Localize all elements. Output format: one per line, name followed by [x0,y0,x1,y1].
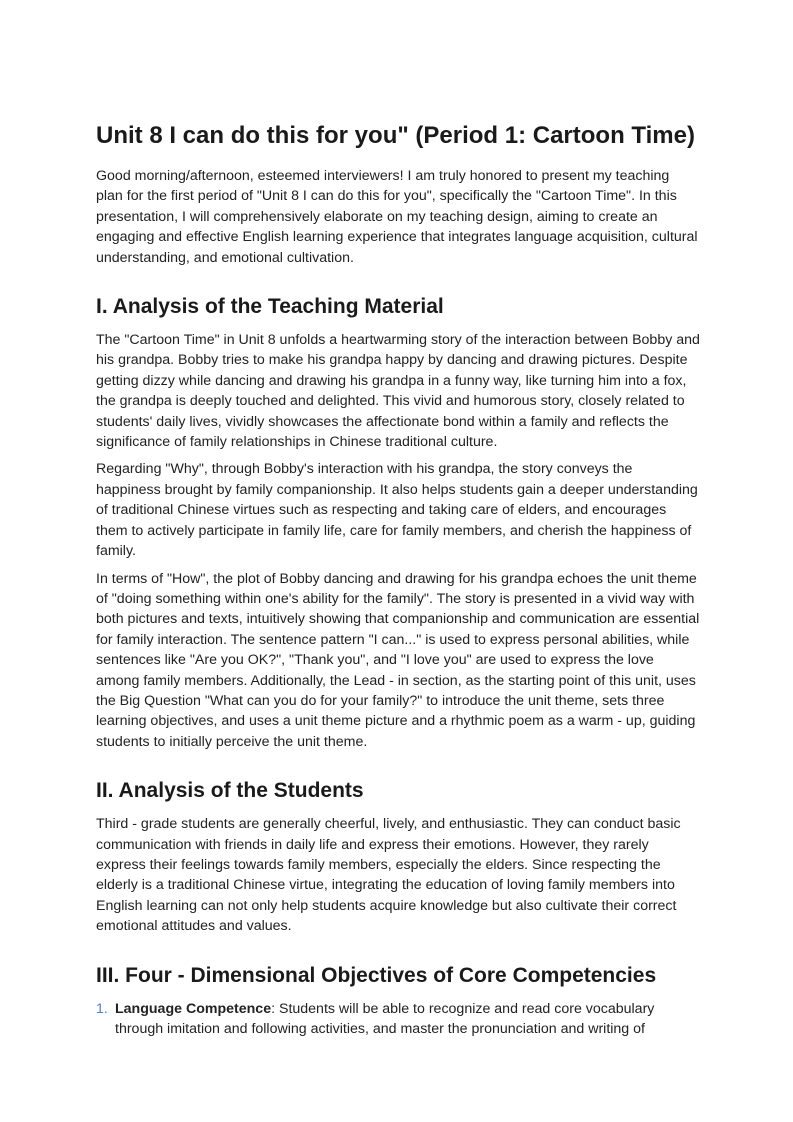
section-heading-objectives: III. Four - Dimensional Objectives of Core Competencies [96,963,657,987]
list-item-text: : Students will be able to recognize and read core vocabulary through imitation and following activities, and master the pronunciation and writing of [115,1000,655,1037]
document-page [96,120,700,1039]
list-item-label: Language Competence [115,1000,272,1017]
paragraph: Regarding "Why", through Bobby's interaction with his grandpa, the story conveys the happiness brought by family companionship. It also helps students gain a deeper understanding of traditional Chinese virtues such as respecting and taking care of elders, and encourages them to actively participate in family life, care for family members, and cherish the happiness of family. [96,461,698,560]
list-item [96,999,700,1040]
paragraph: The "Cartoon Time" in Unit 8 unfolds a heartwarming story of the interaction between Bobby and his grandpa. Bobby tries to make his grandpa happy by dancing and drawing pictures. Despite getting dizzy while dancing and drawing his grandpa in a funny way, like turning him into a fox, the grandpa is deeply touched and delighted. This vivid and humorous story, closely related to students' daily lives, vividly showcases the affectionate bond within a family and reflects the significance of family relationships in Chinese traditional culture. [96,332,700,451]
section-heading-students: II. Analysis of the Students [96,779,364,803]
objectives-list [96,999,700,1040]
paragraph: Third - grade students are generally cheerful, lively, and enthusiastic. They can conduct basic communication with friends in daily life and express their emotions. However, they rarely express their feelings towards family members, especially the elders. Since respecting the elderly is a traditional Chinese virtue, integrating the education of loving family members into English learning can not only help students acquire knowledge but also cultivate their correct emotional attitudes and values. [96,816,681,935]
document-title: Unit 8 I can do this for you" (Period 1: Cartoon Time) [96,122,695,149]
paragraph: In terms of "How", the plot of Bobby dancing and drawing for his grandpa echoes the unit theme of "doing something within one's ability for the family". The story is presented in a vivid way with both pictures and texts, intuitively showing that companionship and communication are essential for family interaction. The sentence pattern "I can..." is used to express personal abilities, while sentences like "Are you OK?", "Thank you", and "I love you" are used to express the love among family members. Additionally, the Lead - in section, as the starting point of this unit, uses the Big Question "What can you do for your family?" to introduce the unit theme, sets three learning objectives, and uses a unit theme picture and a rhythmic poem as a warm - up, guiding students to initially perceive the unit theme. [96,570,700,750]
list-number: 1. [96,1000,108,1017]
section-heading-teaching-material: I. Analysis of the Teaching Material [96,295,444,319]
intro-paragraph: Good morning/afternoon, esteemed interviewers! I am truly honored to present my teaching plan for the first period of "Unit 8 I can do this for you", specifically the "Cartoon Time". In this presentation, I will comprehensively elaborate on my teaching design, aiming to create an engaging and effective English learning experience that integrates language acquisition, cultural understanding, and emotional cultivation. [96,168,698,266]
